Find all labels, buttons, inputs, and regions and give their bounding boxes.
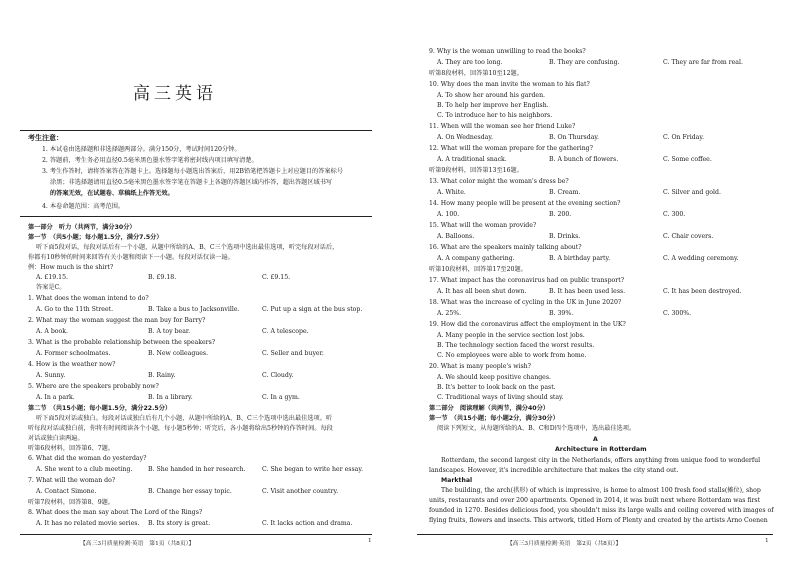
option-a: A. A traditional snack. [437,156,507,163]
option-c: C. Put up a sign at the bus stop. [262,306,363,313]
subheading: Markthal [441,477,473,484]
option-a: A. £19.15. [36,274,69,281]
question-text: 4. How is the weather now? [28,361,116,368]
option-c: C. They are far from real. [663,59,743,66]
option-a: A. Contact Simone. [36,488,97,495]
option-a: A. A company gathering. [437,255,515,262]
material-label: 听第7段材料，回答第8、9题。 [28,499,115,506]
option-b: B. Rainy. [148,372,176,379]
question-text: 1. What does the woman intend to do? [28,295,149,302]
option-b: B. Cream. [549,189,581,196]
notice-line: 涂黑；非选择题请用直径0.5毫米黑色墨水签字笔在答题卡上各题的答题区域内作答，超出答题区域书写 [50,179,333,186]
option-b: B. They are confusing. [549,59,620,66]
passage-line: Rotterdam, the second largest city in the Netherlands, offers anything from unique food to wonderful [441,457,761,464]
question-text: 2. What may the woman suggest the man buy for Barry? [28,317,206,324]
option-a: A. Many people in the service section lost jobs. [437,332,585,339]
option-c: C. It has been destroyed. [663,288,742,295]
option-a: A. Go to the 11th Street. [36,306,114,313]
passage-letter: A [593,436,598,443]
page-right [397,0,794,561]
option-b: B. In a library. [148,394,193,401]
section1-heading: 第一节 （共5小题；每小题1.5分，满分7.5分） [28,234,163,241]
option-c: C. Silver and gold. [663,189,721,196]
question-text: 9. Why is the woman unwilling to read the books? [429,48,586,55]
question-text: 18. What was the increase of cycling in the UK in June 2020? [429,299,622,306]
footer-divider [417,534,773,535]
option-a: A. We should keep positive changes. [437,374,551,381]
passage-line: landscapes. However, it's incredible architecture that makes the city stand out. [429,467,679,474]
option-b: B. On Thursday. [549,134,600,141]
material-label: 听第10段材料，回答第17至20题。 [429,266,527,273]
question-text: 8. What does the man say about The Lord of the Rings? [28,509,203,516]
example-answer: 答案是C。 [36,284,66,291]
question-text: 12. What will the woman prepare for the gathering? [429,145,593,152]
notice-line: 2. 答题前，考生务必用直径0.5毫米黑色墨水签字笔将密封线内项目填写清楚。 [42,157,258,164]
option-b: B. To help her improve her English. [437,102,549,109]
option-a: A. She went to a club meeting. [36,466,133,473]
option-a: A. They are too long. [437,59,503,66]
page-title: 高三英语 [133,84,217,104]
option-a: A. White. [437,189,466,196]
option-a: A. Balloons. [437,233,475,240]
part2-section1-heading: 第一节 （共15小题；每小题2分，满分30分） [429,415,559,422]
option-c: C. Traditional ways of living should stay. [437,394,564,401]
question-text: 17. What impact has the coronavirus had on public transport? [429,277,625,284]
option-c: C. 300%. [663,310,692,317]
option-a: A. It has all been shut down. [437,288,527,295]
notice-line: 3. 考生作答时，请将答案答在答题卡上。选择题每小题选出答案后，用2B铅笔把答题卡上对应题目的答案标号 [42,168,343,175]
question-text: 15. What will the woman provide? [429,222,537,229]
page-footer: 【高三3月质量检测·英语 第1页（共8页）】 [80,541,195,547]
question-text: 11. When will the woman see her friend Luke? [429,123,576,130]
option-b: B. A toy bear. [148,328,191,335]
notice-divider [20,216,372,217]
option-a: A. On Wednesday. [437,134,494,141]
option-b: B. She handed in her research. [148,466,246,473]
passage-line: flying fruits, flowers and insects. This artwork, titled Horn of Plenty and created by the artists Arno Coenen [429,517,768,524]
option-c: C. Some coffee. [663,156,712,163]
option-b: B. Change her essay topic. [148,488,232,495]
title-divider [20,130,372,131]
question-text: 6. What did the woman do yesterday? [28,455,147,462]
part1-heading: 第一部分 听力（共两节，满分30分） [28,224,136,231]
notice-line: 的答案无效，在试题卷、草稿纸上作答无效。 [50,190,174,197]
material-label: 听第8段材料，回答第10至12题。 [429,70,523,77]
question-text: 5. Where are the speakers probably now? [28,383,159,390]
question-text: 14. How many people will be present at the evening section? [429,200,621,207]
instruction-line: 听下面5段对话或独白。每段对话或独白后有几个小题，从题中所给的A、B、C三个选项中选出最佳选项。听 [36,415,333,422]
question-text: 7. What will the woman do? [28,477,116,484]
option-c: C. £9.15. [262,274,291,281]
option-b: B. 39%. [549,310,574,317]
example-question: 例：How much is the shirt? [28,264,114,271]
option-b: B. £9.18. [148,274,177,281]
option-a: A. In a park. [36,394,75,401]
passage-line: The building, the arch(拱形) of which is impressive, is home to almost 100 fresh food stalls(摊位), shop [441,487,761,494]
option-b: B. A birthday party. [549,255,611,262]
option-b: B. The technology section faced the worst results. [437,342,595,349]
option-c: C. Cloudy. [262,372,294,379]
option-c: C. Seller and buyer. [262,350,324,357]
question-text: 16. What are the speakers mainly talking about? [429,244,582,251]
option-b: B. Drinks. [549,233,581,240]
notice-line: 1. 本试卷由选择题和非选择题两部分。满分150分，考试时间120分钟。 [42,146,241,153]
option-b: B. It has been used less. [549,288,626,295]
part2-heading: 第二部分 阅读理解（共两节，满分40分） [429,405,549,412]
option-a: A. 100. [437,211,460,218]
option-c: C. Visit another country. [262,488,339,495]
option-c: C. She began to write her essay. [262,466,363,473]
option-c: C. A telescope. [262,328,309,335]
option-c: C. On Friday. [663,134,704,141]
option-a: A. It has no related movie series. [36,520,140,527]
option-b: B. A bunch of flowers. [549,156,619,163]
section2-heading: 第二节 （共15小题；每小题1.5分，满分22.5分） [28,405,172,412]
question-text: 3. What is the probable relationship between the speakers? [28,339,216,346]
option-a: A. Sunny. [36,372,66,379]
instruction-line: 你都有10秒钟的时间来回答有关小题和阅读下一小题。每段对话仅读一遍。 [28,254,234,261]
option-c: C. Chair covers. [663,233,714,240]
page-number: 1 [368,538,372,544]
option-b: B. It's better to look back on the past. [437,384,556,391]
instruction-line: 对话或独白读两遍。 [28,435,84,442]
material-label: 听第6段材料，回答第6、7题。 [28,445,115,452]
option-c: C. To introduce her to his neighbors. [437,112,553,119]
notice-line: 4. 本卷命题范围：高考范围。 [42,203,125,210]
passage-title: Architecture in Rotterdam [555,446,647,453]
question-text: 13. What color might the woman's dress be? [429,178,569,185]
instruction-line: 阅读下列短文，从每题所给的A、B、C和D四个选项中，选出最佳选项。 [437,425,636,432]
option-b: B. Take a bus to Jacksonville. [148,306,240,313]
instruction-line: 听下面5段对话，每段对话后有一个小题，从题中所给的A、B、C三个选项中选出最佳选项，听完每段对话后， [36,244,339,251]
option-c: C. In a gym. [262,394,300,401]
material-label: 听第9段材料，回答第13至16题。 [429,167,523,174]
option-c: C. A wedding ceremony. [663,255,739,262]
option-c: C. 300. [663,211,686,218]
instruction-line: 听每段对话或独白前，你将有时间阅读各个小题，每小题5秒钟；听完后，各小题将给出5秒钟的作答时间。每段 [28,425,333,432]
footer-divider [20,534,372,535]
passage-line: units, restaurants and over 200 apartments. Opened in 2014, it was built next where Rotterdam was first [429,497,761,504]
question-text: 19. How did the coronavirus affect the employment in the UK? [429,321,626,328]
question-text: 10. Why does the man invite the woman to his flat? [429,81,590,88]
option-c: C. It lacks action and drama. [262,520,353,527]
page-footer: 【高三3月质量检测·英语 第2页（共8页）】 [507,541,622,547]
page-number: 1 [765,538,769,544]
option-b: B. Its story is great. [148,520,211,527]
option-a: A. To show her around his garden. [437,92,546,99]
option-a: A. Former schoolmates. [36,350,111,357]
notice-heading: 考生注意： [28,134,63,142]
option-c: C. No employees were able to work from home. [437,352,587,359]
option-b: B. 200. [549,211,572,218]
option-b: B. New colleagues. [148,350,209,357]
option-a: A. 25%. [437,310,462,317]
question-text: 20. What is many people's wish? [429,363,531,370]
option-a: A. A book. [36,328,68,335]
passage-line: founded in 1270. Besides delicious food, you shouldn't miss its large walls and ceiling covered with images of [429,507,774,514]
